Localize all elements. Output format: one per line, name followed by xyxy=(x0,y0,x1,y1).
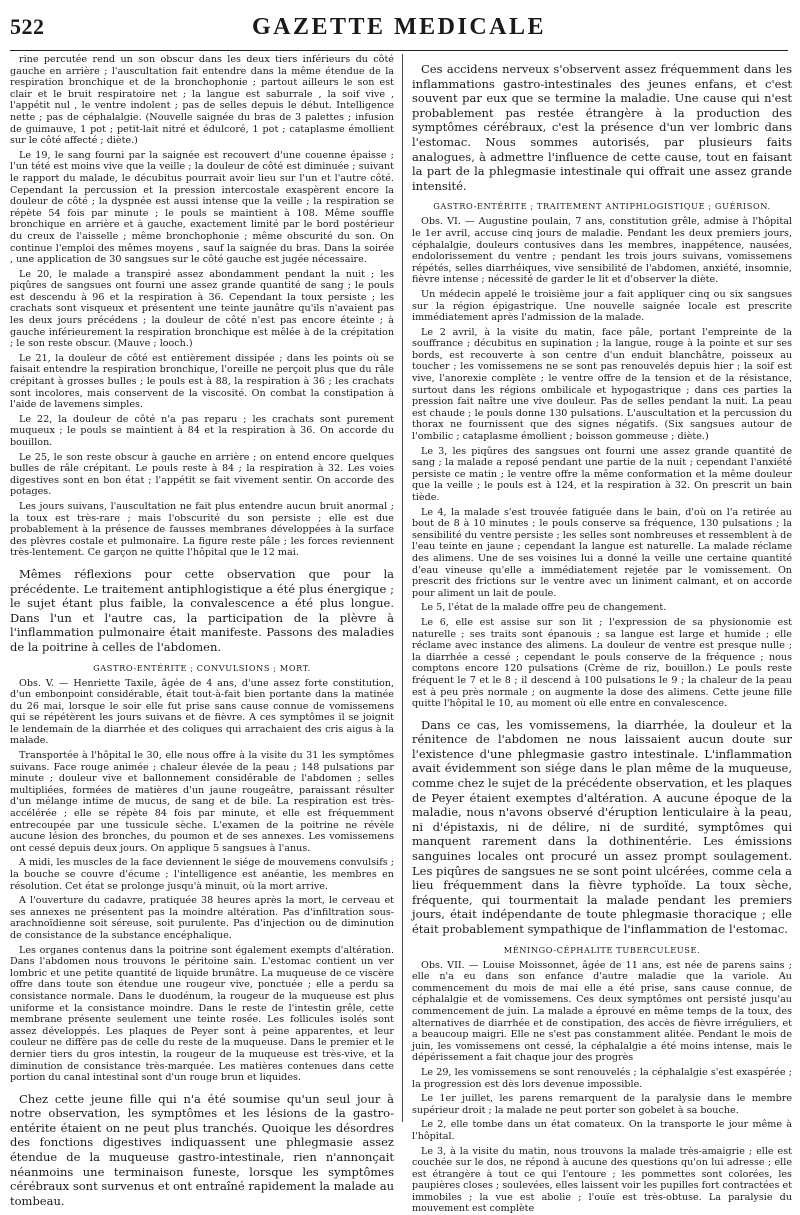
column-divider xyxy=(402,54,403,1122)
page-header xyxy=(10,6,788,51)
commentary-paragraph: Chez cette jeune fille qui n'a été soumise qu'un seul jour à notre observation, les symptômes et les lésions de la gastro-entérite étaient on ne peut plus tranchés. Quoique les désordres des fonctions digestives indiquassent une phlegmasie assez étendue de la muqueuse gastro-intestinale, rien n'annonçait néanmoins une terminaison funeste, lorsque les symptômes cérébraux sont survenus et ont entraîné rapidement la malade au tombeau. xyxy=(10,1092,394,1209)
section-heading: MÉNINGO-CÉPHALITE TUBERCULEUSE. xyxy=(412,945,792,956)
case-paragraph: Le 29, les vomissemens se sont renouvelés ; la céphalalgie s'est exaspérée ; la progression est dès lors devenue impossible. xyxy=(412,1067,792,1090)
case-paragraph: Le 20, le malade a transpiré assez abondamment pendant la nuit ; les piqûres de sangsues ont fourni une assez grande quantité de sang ; le pouls est descendu à 96 et la respiration à 36. Cependant la toux persiste ; les crachats sont visqueux et présentent une teinte jaunâtre qu'ils n'avaient pas les deux jours précédens ; la douleur de côté n'est pas encore éteinte ; à gauche inférieurement la respiration bronchique est mêlée à de la crépitation ; le son reste obscur. (Mauve ; looch.) xyxy=(10,269,394,350)
case-paragraph: Transportée à l'hôpital le 30, elle nous offre à la visite du 31 les symptômes suivans. Face rouge animée ; chaleur élevée de la peau ; 148 pulsations par minute ; douleur vive et ballonnement considérable de l'abdomen ; selles multipliées, formées de matières d'un jaune rougeâtre, paraissant résulter d'un mélange intime de mucus, de sang et de bile. La respiration est très-accélérée ; elle se répète 84 fois par minute, et elle est fréquemment entrecoupée par une tussicule sèche. L'examen de la poitrine ne révèle aucune lésion des bronches, du poumon et de ses annexes. Les vomissemens ont cessé depuis deux jours. On applique 5 sangsues à l'anus. xyxy=(10,750,394,854)
case-paragraph: Le 19, le sang fourni par la saignée est recouvert d'une couenne épaisse ; l'un tété est moins vive que la veille ; la douleur de côté est diminuée ; suivant le rapport du malade, le décubitus pourrait avoir lieu sur l'un et l'autre côté. Cependant la percussion et la pression intercostale exaspèrent encore la douleur de côté ; la dyspnée est aussi intense que la veille ; la respiration se répète 54 fois par minute ; le pouls se maintient à 108. Même souffle bronchique en arrière et à gauche, exactement limité par le bord postérieur du creux de l'aisselle ; même bronchophonie ; même obscurité du son. On continue l'emploi des mêmes moyens , sauf la saignée du bras. Dans la soirée , une application de 30 sangsues sur le côté gauche est jugée nécessaire. xyxy=(10,150,394,266)
case-paragraph: Le 4, la malade s'est trouvée fatiguée dans le bain, d'où on l'a retirée au bout de 8 à 10 minutes ; le pouls conserve sa fréquence, 130 pulsations ; la sensibilité du ventre persiste ; les selles sont nombreuses et ressemblent à de l'eau teinte en jaune ; cependant la langue est naturelle. La malade réclame des alimens. Une de ses voisines lui a donné la veille une certaine quantité d'eau vineuse qu'elle a immédiatement rejetée par le vomissement. On prescrit des frictions sur le ventre avec un liniment calmant, et on accorde pour aliment un lait de poule. xyxy=(412,507,792,600)
case-paragraph: Le 21, la douleur de côté est entièrement dissipée ; dans les points où se faisait entendre la respiration bronchique, l'oreille ne perçoit plus que du râle crépitant à grosses bulles ; le pouls est à 88, la respiration à 36 ; les crachats sont incolores, mais conservent de la viscosité. On combat la constipation à l'aide de lavemens simples. xyxy=(10,353,394,411)
case-paragraph: Le 2, elle tombe dans un état comateux. On la transporte le jour même à l'hôpital. xyxy=(412,1119,792,1142)
commentary-paragraph: Ces accidens nerveux s'observent assez fréquemment dans les inflammations gastro-intestinales des jeunes enfans, et c'est souvent par eux que se termine la maladie. Une cause qui n'est probablement pas restée étrangère à la production des symptômes cérébraux, c'est la présence d'un ver lombric dans l'estomac. Nous sommes autorisés, par plusieurs faits analogues, à admettre l'influence de cette cause, tout en faisant la part de la phlegmasie intestinale qui offrait une assez grande intensité. xyxy=(412,62,792,193)
case-paragraph: Le 1er juillet, les parens remarquent de la paralysie dans le membre supérieur droit ; la malade ne peut porter son gobelet à sa bouche. xyxy=(412,1093,792,1116)
left-column xyxy=(10,54,394,1122)
case-paragraph: Le 5, l'état de la malade offre peu de changement. xyxy=(412,602,792,614)
case-paragraph: Le 3, à la visite du matin, nous trouvons la malade très-amaigrie ; elle est couchée sur le dos, ne répond à aucune des questions qu'on lui adresse ; elle est étrangère à tout ce qui l'entoure ; les pommettes sont colorées, les paupières closes ; soulevées, elles laissent voir les pupilles fort contractées et immobiles ; la vue est abolie ; l'ouïe est très-obtuse. La paralysie du mouvement est complète xyxy=(412,1146,792,1215)
journal-title: GAZETTE MEDICALE xyxy=(10,14,788,41)
case-paragraph: Obs. VI. — Augustine poulain, 7 ans, constitution grêle, admise à l'hôpital le 1er avril, accuse cinq jours de maladie. Pendant les deux premiers jours, céphalalgie, douleurs contusives dans les membres, inappétence, nausées, endolorissement du ventre ; pendant les trois jours suivans, vomissemens répétés, selles diarrhéiques, vive sensibilité de l'abdomen, anxiété, insomnie, fièvre intense ; nécessité de garder le lit et d'observer la diète. xyxy=(412,216,792,286)
case-paragraph: Le 3, les piqûres des sangsues ont fourni une assez grande quantité de sang ; la malade a reposé pendant une partie de la nuit ; cependant l'anxiété persiste ce matin ; le ventre offre la même conformation et la même douleur que la veille ; le pouls est à 124, et la respiration à 32. On prescrit un bain tiède. xyxy=(412,446,792,504)
case-paragraph: A l'ouverture du cadavre, pratiquée 38 heures après la mort, le cerveau et ses annexes ne présentent pas la moindre altération. Pas d'infiltration sous-arachnoïdienne soit séreuse, soit purulente. Pas d'injection ou de diminution de consistance de la substance encéphalique. xyxy=(10,895,394,941)
right-column xyxy=(412,54,792,1122)
case-paragraph: Le 2 avril, à la visite du matin, face pâle, portant l'empreinte de la souffrance ; décubitus en supination ; la langue, rouge à la pointe et sur ses bords, est recouverte à son centre d'un enduit blanchâtre, poisseux au toucher ; les vomissemens ne se sont pas renouvelés depuis hier ; la soif est vive, l'anorexie complète ; le ventre offre de la tension et de la résistance, surtout dans les régions ombilicale et hypogastrique ; dans ces parties la pression fait naître une vive douleur. Pas de selles pendant la nuit. La peau est chaude ; le pouls donne 130 pulsations. L'auscultation et la percussion du thorax ne fournissent que des signes négatifs. (Six sangsues autour de l'ombilic ; cataplasme émollient ; boisson gommeuse ; diète.) xyxy=(412,327,792,443)
commentary-paragraph: Dans ce cas, les vomissemens, la diarrhée, la douleur et la rénitence de l'abdomen ne nous laissaient aucun doute sur l'existence d'une phlegmasie gastro intestinale. L'inflammation avait évidemment son siége dans le plan même de la muqueuse, comme chez le sujet de la précédente observation, et les plaques de Peyer étaient exemptes d'altération. A aucune époque de la maladie, nous n'avons observé d'éruption lenticulaire à la peau, ni d'épistaxis, ni de délire, ni de surdité, symptômes qui manquent rarement dans la dothinentérie. Les émissions sanguines locales ont procuré un assez prompt soulagement. Les piqûres de sangsues ne se sont point ulcérées, comme cela a lieu fréquemment dans la fièvre typhoïde. La toux sèche, fréquente, qui tourmentait la malade pendant les premiers jours, était indépendante de toute phlegmasie thoracique ; elle était probablement sympathique de l'inflammation de l'estomac. xyxy=(412,718,792,937)
case-paragraph: Le 25, le son reste obscur à gauche en arrière ; on entend encore quelques bulles de râle crépitant. Le pouls reste à 84 ; la respiration à 32. Les voies digestives sont en bon état ; l'appétit se fait vivement sentir. On accorde des potages. xyxy=(10,452,394,498)
case-paragraph: Le 22, la douleur de côté n'a pas reparu ; les crachats sont purement muqueux ; le pouls se maintient à 84 et la respiration à 36. On accorde du bouillon. xyxy=(10,414,394,449)
case-paragraph: rine percutée rend un son obscur dans les deux tiers inférieurs du côté gauche en arrière ; l'auscultation fait entendre dans la même étendue de la respiration bronchique et de la bronchophonie ; partout ailleurs le son est clair et le bruit respiratoire net ; la langue est saburrale , la soif vive , l'appétit nul , le ventre indolent ; pas de selles depuis le début. Intelligence nette ; pas de céphalalgie. (Nouvelle saignée du bras de 3 palettes ; infusion de guimauve, 1 pot ; petit-lait nitré et édulcoré, 1 pot ; cataplasme émollient sur le côté affecté ; diète.) xyxy=(10,54,394,147)
case-paragraph: Les organes contenus dans la poitrine sont également exempts d'altération. Dans l'abdomen nous trouvons le péritoine sain. L'estomac contient un ver lombric et une petite quantité de liquide brunâtre. La muqueuse de ce viscère offre dans toute son étendue une rougeur vive, ponctuée ; elle a perdu sa consistance normale. Dans le duodénum, la rougeur de la muqueuse est plus uniforme et la consistance moindre. Dans le reste de l'intestin grêle, cette membrane présente seulement une teinte rosée. Les follicules isolés sont assez développés. Les plaques de Peyer sont à peine apparentes, et leur couleur ne diffère pas de celle du reste de la muqueuse. Dans le premier et le dernier tiers du gros intestin, la rougeur de la muqueuse est très-vive, et la diminution de consistance très-marquée. Les matières contenues dans cette portion du canal intestinal sont d'un rouge brun et liquides. xyxy=(10,945,394,1084)
case-paragraph: Un médecin appelé le troisième jour a fait appliquer cinq ou six sangsues sur la région épigastrique. Une nouvelle saignée locale est prescrite immédiatement après l'admission de la malade. xyxy=(412,289,792,324)
case-paragraph: Les jours suivans, l'auscultation ne fait plus entendre aucun bruit anormal ; la toux est très-rare ; mais l'obscurité du son persiste ; elle est due probablement à la présence de fausses membranes développées à la surface des plèvres costale et pulmonaire. La figure reste pâle ; les forces reviennent très-lentement. Ce garçon ne quitte l'hôpital que le 12 mai. xyxy=(10,501,394,559)
case-paragraph: Le 6, elle est assise sur son lit ; l'expression de sa physionomie est naturelle ; ses traits sont épanouis ; sa langue est large et humide ; elle réclame avec instance des alimens. La douleur de ventre est presque nulle ; la diarrhée a cessé ; cependant le pouls conserve de la fréquence ; nous comptons encore 120 pulsations (Crème de riz, bouillon.) Le pouls reste fréquent le 7 et le 8 ; il descend à 100 pulsations le 9 ; la chaleur de la peau est à peu près normale ; on augmente la dose des alimens. Cette jeune fille quitte l'hôpital le 10, au moment où elle entre en convalescence. xyxy=(412,617,792,710)
case-paragraph: Obs. VII. — Louise Moissonnet, âgée de 11 ans, est née de parens sains ; elle n'a eu dans son enfance d'autre maladie que la variole. Au commencement du mois de mai elle a été prise, sans cause connue, de céphalalgie et de vomissemens. Ces deux symptômes ont persisté jusqu'au commencement de juin. La malade a éprouvé en même temps de la toux, des alternatives de diarrhée et de constipation, des accès de fièvre irréguliers, et a beaucoup maigri. Elle ne s'est pas constamment alitée. Pendant le mois de juin, les vomissemens ont cessé, la céphalalgie a été moins intense, mais le dépérissement a fait chaque jour des progrès xyxy=(412,960,792,1064)
case-paragraph: A midi, les muscles de la face deviennent le siége de mouvemens convulsifs ; la bouche se couvre d'écume ; l'intelligence est anéantie, les membres en résolution. Cet état se prolonge jusqu'à minuit, où la mort arrive. xyxy=(10,857,394,892)
case-paragraph: Obs. V. — Henriette Taxile, âgée de 4 ans, d'une assez forte constitution, d'un embonpoint considérable, était tout-à-fait bien portante dans la matinée du 26 mai, lorsque le soir elle fut prise sans cause connue de vomissemens qui se répétèrent les jours suivans et de fièvre. A ces symptômes il se joignit le lendemain de la diarrhée et des coliques qui arrachaient des cris aigus à la malade. xyxy=(10,678,394,748)
section-heading: GASTRO-ENTÉRITE ; CONVULSIONS ; MORT. xyxy=(10,663,394,674)
section-heading: GASTRO-ENTÉRITE ; TRAITEMENT ANTIPHLOGISTIQUE ; GUÉRISON. xyxy=(412,201,792,212)
commentary-paragraph: Mêmes réflexions pour cette observation que pour la précédente. Le traitement antiphlogistique a été plus énergique ; le sujet étant plus faible, la convalescence a été plus longue. Dans l'un et l'autre cas, la participation de la plèvre à l'inflammation pulmonaire était manifeste. Passons des maladies de la poitrine à celles de l'abdomen. xyxy=(10,567,394,655)
page-number: 522 xyxy=(10,14,45,40)
